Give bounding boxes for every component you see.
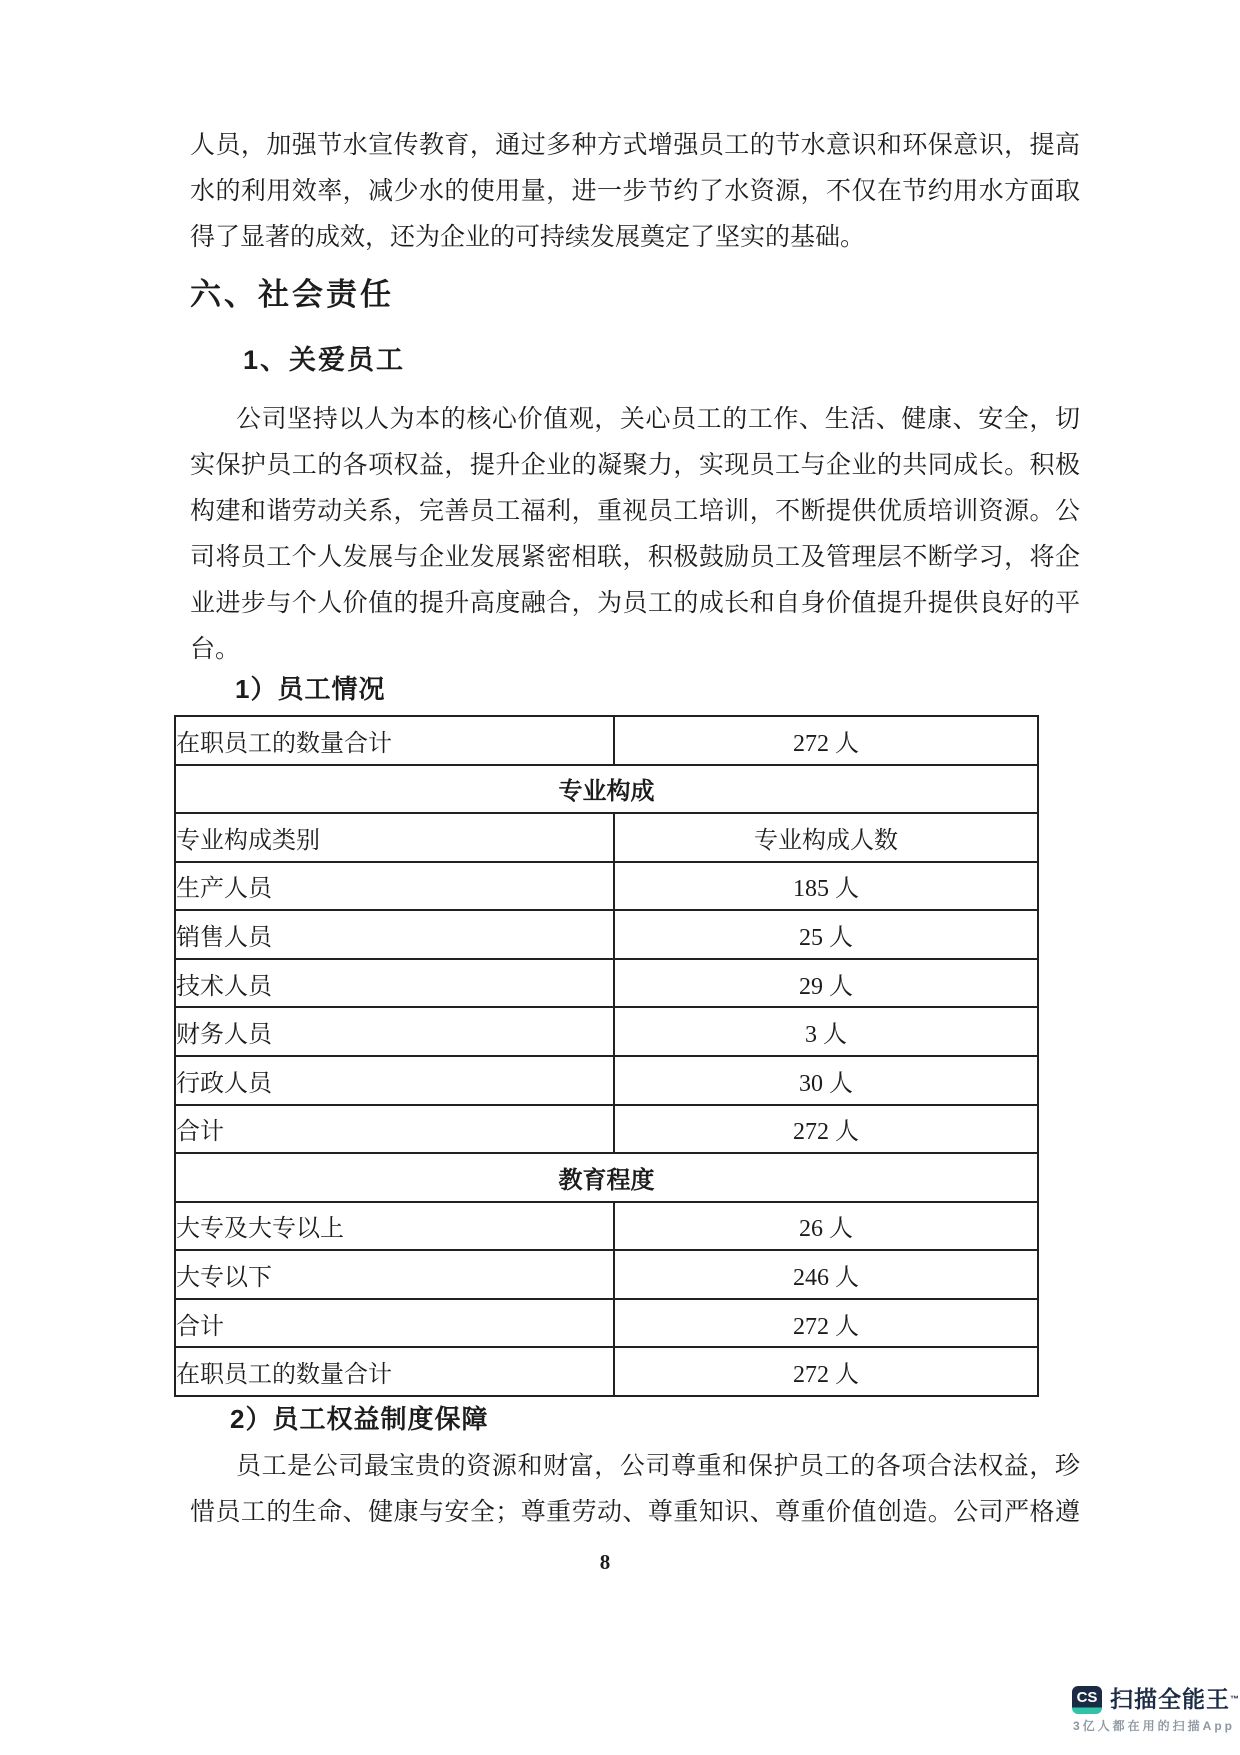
table-cell-label: 在职员工的数量合计 — [175, 716, 614, 765]
table-section-header: 教育程度 — [175, 1153, 1038, 1202]
table-cell-label: 合计 — [175, 1299, 614, 1348]
table-cell-value: 专业构成人数 — [614, 813, 1038, 862]
table-row — [175, 1105, 1038, 1154]
employee-statistics-table — [174, 715, 1039, 1397]
text-line: 得了显著的成效，还为企业的可持续发展奠定了坚实的基础。 — [190, 224, 866, 251]
trademark-symbol: ™ — [1230, 1694, 1239, 1704]
table-section-header: 专业构成 — [175, 765, 1038, 814]
table-cell-value: 26 人 — [614, 1202, 1038, 1251]
table-row — [175, 1056, 1038, 1105]
table-cell-value: 29 人 — [614, 959, 1038, 1008]
table-cell-value: 272 人 — [614, 1105, 1038, 1154]
camscanner-tagline: 3亿人都在用的扫描App — [1073, 1719, 1236, 1733]
text-line: 司将员工个人发展与企业发展紧密相联，积极鼓励员工及管理层不断学习，将企 — [190, 544, 1080, 571]
table-cell-label: 在职员工的数量合计 — [175, 1347, 614, 1396]
paragraph-employee-care — [190, 397, 1080, 673]
subsection-heading-caring-for-employees: 1、关爱员工 — [243, 345, 406, 375]
table-cell-label: 专业构成类别 — [175, 813, 614, 862]
text-line: 实保护员工的各项权益，提升企业的凝聚力，实现员工与企业的共同成长。积极 — [190, 452, 1080, 479]
text-line: 人员，加强节水宣传教育，通过多种方式增强员工的节水意识和环保意识，提高 — [190, 132, 1080, 159]
table-cell-label: 合计 — [175, 1105, 614, 1154]
table-cell-label: 销售人员 — [175, 910, 614, 959]
table-row — [175, 1007, 1038, 1056]
table-row — [175, 813, 1038, 862]
table-cell-label: 行政人员 — [175, 1056, 614, 1105]
text-line: 业进步与个人价值的提升高度融合，为员工的成长和自身价值提升提供良好的平 — [190, 590, 1080, 617]
paragraph-water-conservation — [190, 123, 1080, 261]
table-cell-value: 272 人 — [614, 1347, 1038, 1396]
table-cell-label: 大专及大专以上 — [175, 1202, 614, 1251]
table-row — [175, 1202, 1038, 1251]
table-row — [175, 1347, 1038, 1396]
table-cell-label: 生产人员 — [175, 862, 614, 911]
table-section-row — [175, 765, 1038, 814]
table-cell-value: 272 人 — [614, 716, 1038, 765]
section-heading-social-responsibility: 六、社会责任 — [190, 277, 394, 312]
table-cell-value: 246 人 — [614, 1250, 1038, 1299]
table-row — [175, 716, 1038, 765]
camscanner-brand-name: 扫描全能王™ — [1110, 1686, 1239, 1712]
table-cell-label: 技术人员 — [175, 959, 614, 1008]
table-row — [175, 959, 1038, 1008]
text-line: 构建和谐劳动关系，完善员工福利，重视员工培训，不断提供优质培训资源。公 — [190, 498, 1080, 525]
table-section-row — [175, 1153, 1038, 1202]
table-row — [175, 910, 1038, 959]
table-cell-value: 272 人 — [614, 1299, 1038, 1348]
table-cell-value: 30 人 — [614, 1056, 1038, 1105]
table-row — [175, 1299, 1038, 1348]
table-cell-label: 大专以下 — [175, 1250, 614, 1299]
table-row — [175, 862, 1038, 911]
text-line: 公司坚持以人为本的核心价值观，关心员工的工作、生活、健康、安全，切 — [236, 406, 1080, 433]
list-heading-employee-situation: 1）员工情况 — [235, 674, 386, 704]
list-heading-employee-rights: 2）员工权益制度保障 — [230, 1404, 489, 1434]
text-line: 台。 — [190, 636, 241, 663]
table-cell-label: 财务人员 — [175, 1007, 614, 1056]
camscanner-logo-icon — [1072, 1686, 1102, 1714]
table-cell-value: 3 人 — [614, 1007, 1038, 1056]
paragraph-employee-rights — [190, 1444, 1080, 1536]
text-line: 水的利用效率，减少水的使用量，进一步节约了水资源，不仅在节约用水方面取 — [190, 178, 1080, 205]
page-number: 8 — [599, 1550, 611, 1574]
table-cell-value: 25 人 — [614, 910, 1038, 959]
text-line: 员工是公司最宝贵的资源和财富，公司尊重和保护员工的各项合法权益，珍 — [236, 1453, 1080, 1480]
table-row — [175, 1250, 1038, 1299]
camscanner-icon-letters: CS — [1076, 1689, 1098, 1706]
text-line: 惜员工的生命、健康与安全；尊重劳动、尊重知识、尊重价值创造。公司严格遵 — [190, 1499, 1080, 1526]
table-cell-value: 185 人 — [614, 862, 1038, 911]
